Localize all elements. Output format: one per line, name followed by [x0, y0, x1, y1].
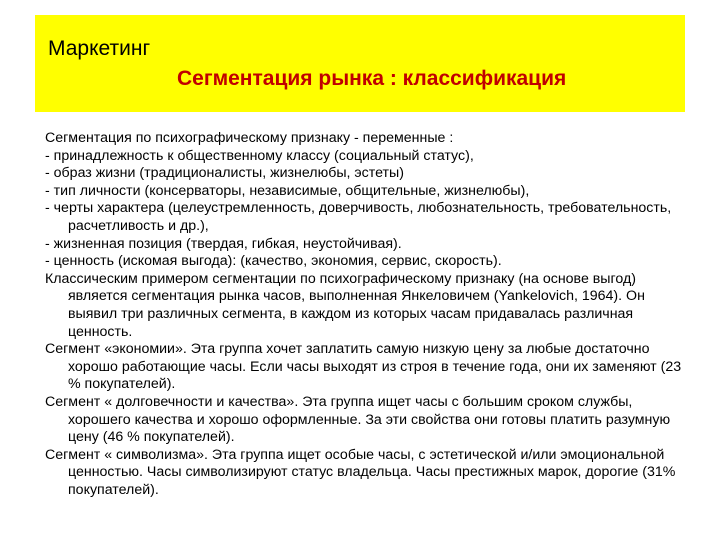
list-item-lifestyle: - образ жизни (традиционалисты, жизнелюбы, эстеты) [45, 165, 404, 182]
list-item-life-position: - жизненная позиция (твердая, гибкая, неустойчивая). [45, 235, 402, 252]
slide-subject: Маркетинг [48, 37, 151, 60]
list-item-personality: - тип личности (консерваторы, независимые, общительные, жизнелюбы), [45, 182, 530, 199]
intro-line: Сегментация по психографическому признаку - переменные : [45, 130, 454, 146]
list-item-character-traits: - черты характера (целеустремленность, доверчивость, любознательность, требовательность, расчетливость и др.), [45, 200, 672, 234]
paragraph-economy-segment: Сегмент «экономии». Эта группа хочет заплатить самую низкую цену за любые достаточно хорошо работающие часы. Если часы выходят из строя в течение года, они их заменяют (23 % покупателей). [45, 341, 682, 393]
slide-title: Сегментация рынка : классификация [177, 67, 567, 90]
paragraph-durability-segment: Сегмент « долговечности и качества». Эта группа ищет часы с большим сроком службы, хорошего качества и хорошо оформленные. За эти свойства они готовы платить разумную цену (46 % покупателей). [45, 393, 671, 446]
slide-body [45, 130, 685, 499]
header-banner [35, 15, 685, 112]
paragraph-classic-example: Классическим примером сегментации по психографическому признаку (на основе выгод) является сегментация рынка часов, выполненная Янкеловичем (Yankelovich, 1964). Он выявил три различных сегмента, в каждом из которых часам придавалась различная ценность. [45, 270, 645, 340]
list-item-value: - ценность (искомая выгода): (качество, экономия, сервис, скорость). [45, 253, 502, 270]
list-item-social-class: - принадлежность к общественному классу (социальный статус), [45, 147, 474, 164]
paragraph-symbolism-segment: Сегмент « символизма». Эта группа ищет особые часы, с эстетической и/или эмоциональной ценностью. Часы символизируют статус владельца. Часы престижных марок, дорогие (31% покупателей). [45, 446, 676, 498]
